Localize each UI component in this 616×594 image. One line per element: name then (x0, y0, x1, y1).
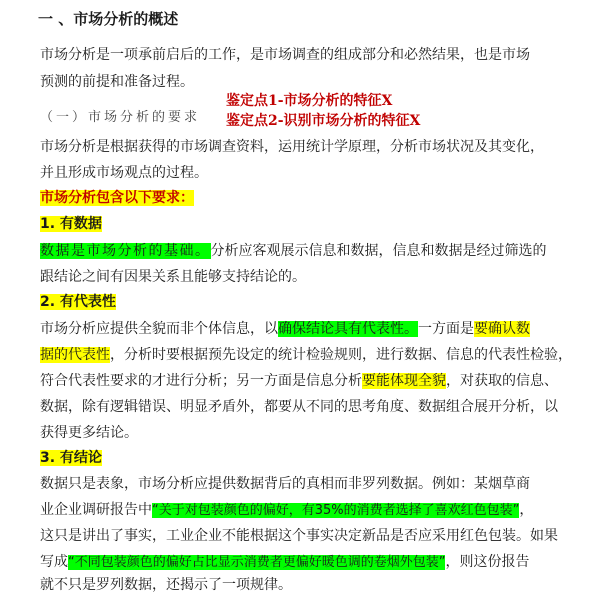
section-3-line-2-b: ， (519, 502, 534, 518)
section-1-title (40, 213, 102, 233)
section-2-line-3-a: 符合代表性要求的才进行分析；另一方面是信息分析 (40, 373, 362, 389)
section-2-line-2 (40, 344, 572, 364)
section-2-line-1-a: 市场分析应提供全貌而非个体信息，以 (40, 321, 278, 337)
requirements-title (40, 187, 194, 207)
annotation-point-1: 鉴定点1-市场分析的特征X (226, 93, 393, 109)
annotation-point-2: 鉴定点2-识别市场分析的特征X (226, 113, 421, 129)
section-1-line-1 (40, 240, 547, 260)
section-heading: 一 、市场分析的概述 (38, 10, 179, 28)
section-3-title (40, 447, 102, 467)
section-2-line-3-b: ，对获取的信息、 (446, 373, 558, 389)
section-3-line-4-b: ，则这份报告 (445, 554, 530, 570)
intro-line-1: 市场分析是一项承前启后的工作，是市场调查的组成部分和必然结果，也是市场 (40, 47, 530, 63)
section-3-line-5: 就不只是罗列数据，还揭示了一项规律。 (40, 577, 292, 593)
section-2-line-4: 数据，除有逻辑错误、明显矛盾外，都要从不同的思考角度、数据组合展开分析，以 (40, 399, 558, 415)
section-2-title (40, 291, 116, 311)
section-2-line-1-b: 一方面是 (418, 321, 474, 337)
definition-line-2: 并且形成市场观点的过程。 (40, 165, 208, 181)
section-1-line-1-rest: 分析应客观展示信息和数据，信息和数据是经过筛选的 (210, 243, 547, 259)
section-3-line-4-a: 写成 (40, 554, 68, 570)
section-3-line-2-a: 业企业调研报告中 (40, 502, 152, 518)
section-3-highlight-quote-2: “不同包装颜色的偏好占比显示消费者更偏好暖色调的卷烟外包装” (68, 555, 446, 570)
definition-line-1: 市场分析是根据获得的市场调查资料，运用统计学原理，分析市场状况及其变化， (40, 139, 544, 155)
section-3-title-text: 3. 有结论 (40, 450, 102, 466)
section-3-line-3: 这只是讲出了事实，工业企业不能根据这个事实决定新品是否应采用红色包装。如果 (40, 528, 558, 544)
section-2-highlight-yellow-3: 要能体现全貌 (362, 373, 446, 389)
requirements-title-text: 市场分析包含以下要求： (40, 190, 194, 206)
section-3-line-4 (40, 551, 529, 571)
section-3-highlight-quote-1: “关于对包装颜色的偏好，有35%的消费者选择了喜欢红色包装” (152, 503, 520, 518)
section-3-line-2 (40, 499, 533, 519)
section-1-highlight: 数据是市场分析的基础。 (40, 243, 211, 259)
section-2-highlight-green: 确保结论具有代表性。 (278, 321, 418, 337)
section-2-line-2-rest: ，分析时要根据预先设定的统计检验规则，进行数据、信息的代表性检验， (110, 347, 572, 363)
section-2-line-5: 获得更多结论。 (40, 425, 138, 441)
section-2-line-3 (40, 370, 558, 390)
section-2-highlight-yellow-1: 要确认数 (474, 321, 530, 337)
subheading: （一）市场分析的要求 (40, 110, 201, 125)
intro-line-2: 预测的前提和准备过程。 (40, 74, 194, 90)
section-1-title-text: 1. 有数据 (40, 216, 102, 232)
section-1-line-2: 跟结论之间有因果关系且能够支持结论的。 (40, 269, 306, 285)
section-3-line-1: 数据只是表象，市场分析应提供数据背后的真相而非罗列数据。例如：某烟草商 (40, 476, 530, 492)
section-2-line-1 (40, 318, 530, 338)
section-2-title-text: 2. 有代表性 (40, 294, 116, 310)
section-2-highlight-yellow-2: 据的代表性 (40, 347, 110, 363)
